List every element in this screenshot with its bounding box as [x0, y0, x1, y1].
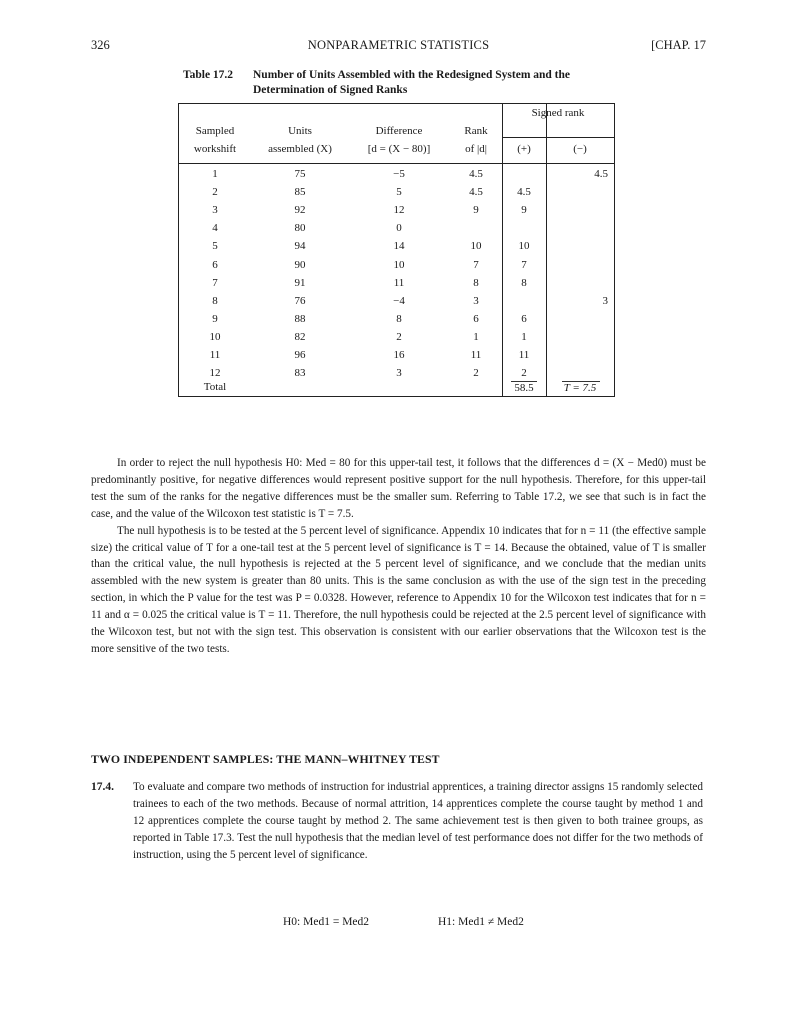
table-cell: 92: [294, 204, 306, 217]
alternative-hypothesis: H1: Med1 ≠ Med2: [438, 916, 524, 928]
table-cell: 80: [294, 222, 306, 235]
table-cell: 4.5: [469, 186, 483, 199]
problem-text: To evaluate and compare two methods of instruction for industrial apprentices, a training director assigns 15 randomly selected trainees to each of the two methods. Because of normal attrition, 14 apprentices complete the course taught by method 1 and 12 apprentices complete the course taught by method 2. The same achievement test is then given to both trainee groups, as reported in Table 17.3. Test the null hypothesis that the median level of test performance does not differ for the two methods of instruction, using the 5 percent level of significance.: [133, 781, 703, 861]
table-cell: 7: [521, 258, 527, 271]
table-cell: 6: [212, 258, 218, 271]
table-cell: 8: [521, 276, 527, 289]
table-cell: 10: [393, 258, 405, 271]
table-cell: 9: [473, 204, 479, 217]
table-cell: 3: [473, 294, 479, 307]
col-header-workshift-line2: workshift: [193, 143, 237, 155]
running-head: [91, 38, 706, 54]
total-label: Total: [203, 381, 227, 393]
table-cell: 10: [518, 240, 530, 253]
table-cell: 11: [393, 276, 405, 289]
table-cell: 6: [521, 312, 527, 325]
paragraph-1: In order to reject the null hypothesis H0: Med = 80 for this upper-tail test, it follows that the differences d = (X − Med0) must be predominantly positive, for negative differences would represent positive support for the null hypothesis. Therefore, for this upper-tail test the sum of the ranks for the negative differences must be the smaller sum. Referring to Table 17.2, we see that such is in fact the case, and the value of the Wilcoxon test statistic is T = 7.5.: [91, 457, 706, 520]
paragraph-2: The null hypothesis is to be tested at the 5 percent level of significance. Appendix 10 indicates that for n = 11 (the effective sample size) the critical value of T for a one-tail test at the 5 percent level of significance is T = 14. Because the obtained, value of T is smaller than the critical value, the null hypothesis is rejected at the 5 percent level of significance, and we conclude that the median units assembled with the new system is greater than 80 units. This is the same conclusion as with the use of the sign test in the preceding section, in which the P value for the test was P = 0.0328. However, reference to Appendix 10 for the Wilcoxon test indicates that for n = 11 and α = 0.025 the critical value is T = 11. Therefore, the null hypothesis could be rejected at the 2.5 percent level of significance with the Wilcoxon test, but not with the sign test. This observation is consistent with our earlier observations that the Wilcoxon test is the more sensitive of the two tests.: [91, 524, 706, 655]
table-cell: 8: [212, 294, 218, 307]
table-cell: 83: [294, 367, 306, 380]
running-title: NONPARAMETRIC STATISTICS: [307, 38, 490, 52]
table-cell: 6: [473, 312, 479, 325]
total-negative: T = 7.5: [563, 382, 597, 394]
col-header-difference-line2: [d = (X − 80)]: [367, 143, 431, 155]
table-cell: 90: [294, 258, 306, 271]
table-cell: 9: [521, 204, 527, 217]
col-header-rank-line1: Rank: [464, 125, 488, 137]
table-cell: 5: [212, 240, 218, 253]
page-number: 326: [91, 38, 110, 52]
null-hypothesis: H0: Med1 = Med2: [283, 916, 370, 928]
table-cell: 12: [393, 204, 405, 217]
table-cell: 3: [602, 294, 608, 307]
table-cell: 7: [212, 276, 218, 289]
table-cell: 12: [209, 367, 221, 380]
table-cell: 94: [294, 240, 306, 253]
table-caption-text: Number of Units Assembled with the Redesigned System and the Determination of Signed Ranks: [253, 69, 571, 96]
table-cell: 5: [396, 186, 402, 199]
table-cell: 11: [209, 349, 221, 361]
table-cell: 96: [294, 349, 306, 361]
table-cell: 11: [518, 349, 530, 361]
col-header-workshift-line1: Sampled: [195, 125, 235, 137]
table-cell: 4.5: [469, 168, 483, 180]
table-cell: 91: [294, 276, 306, 289]
signed-rank-header: Signed rank: [531, 107, 585, 119]
table-cell: 82: [294, 330, 306, 343]
table-cell: 8: [396, 312, 402, 325]
total-positive: 58.5: [514, 382, 534, 394]
table-cell: 2: [396, 330, 402, 343]
table-cell: 1: [212, 168, 218, 180]
table-cell: −4: [393, 294, 405, 307]
table-cell: 88: [294, 312, 306, 325]
table-cell: 10: [470, 240, 482, 253]
table-cell: −5: [393, 168, 405, 180]
table-cell: 1: [521, 330, 527, 343]
table-cell: 76: [294, 294, 306, 307]
col-header-units-line2: assembled (X): [268, 143, 332, 155]
table-cell: 75: [294, 168, 306, 180]
table-cell: 1: [473, 330, 479, 343]
col-header-negative: (−): [573, 143, 587, 155]
table-cell: 0: [396, 222, 402, 235]
table-cell: 2: [473, 367, 479, 380]
col-header-rank-line2: of |d|: [465, 143, 487, 155]
chapter-label: [CHAP. 17: [651, 38, 706, 52]
problem-number: 17.4.: [91, 781, 114, 793]
col-header-positive: (+): [517, 143, 531, 155]
table-cell: 9: [212, 312, 218, 325]
table-cell: 11: [470, 349, 482, 361]
table-rule: [179, 163, 614, 164]
table-caption-number: Table 17.2: [183, 69, 234, 81]
table-cell: 14: [393, 240, 405, 253]
table-cell: 4: [212, 222, 218, 235]
body-text: [91, 455, 706, 658]
table-cell: 2: [521, 367, 527, 380]
table-cell: 7: [473, 258, 479, 271]
table-cell: 4.5: [517, 186, 531, 199]
table-rule: [502, 137, 614, 138]
table-cell: 3: [396, 367, 402, 380]
table-cell: 8: [473, 276, 479, 289]
table-cell: 10: [209, 330, 221, 343]
table-cell: 16: [393, 349, 405, 361]
col-header-units-line1: Units: [288, 125, 312, 137]
section-heading: TWO INDEPENDENT SAMPLES: THE MANN–WHITNEY TEST: [91, 752, 440, 766]
signed-rank-table: [178, 103, 615, 397]
table-cell: 3: [212, 204, 218, 217]
table-cell: 85: [294, 186, 306, 199]
table-cell: 2: [212, 186, 218, 199]
table-cell: 4.5: [594, 168, 608, 180]
col-header-difference-line1: Difference: [375, 125, 423, 137]
